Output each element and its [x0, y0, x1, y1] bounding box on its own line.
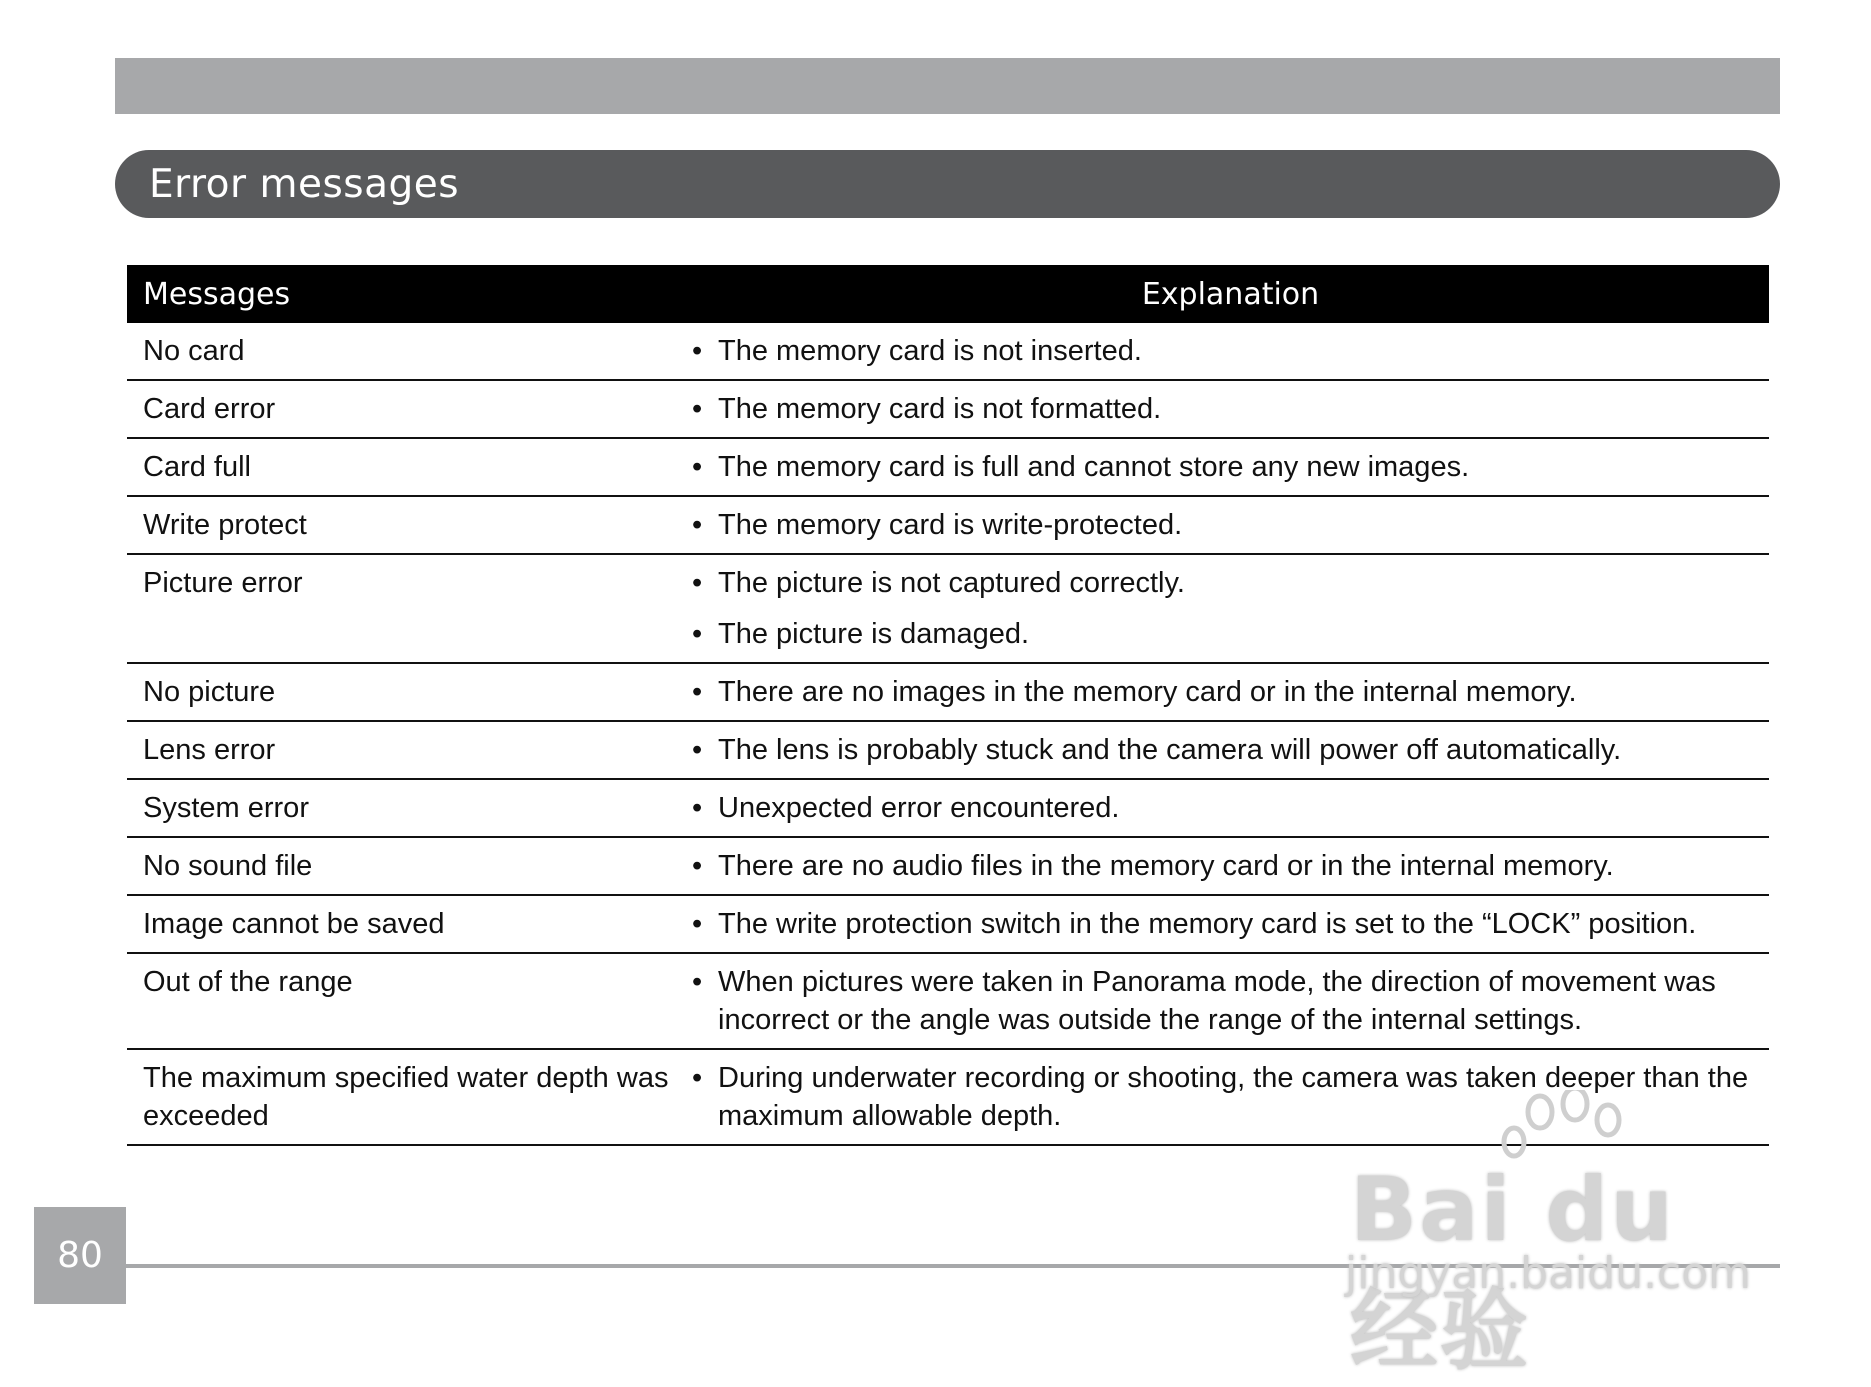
- header-messages: Messages: [127, 265, 692, 323]
- explanation-item: • There are no images in the memory card or in the internal memory.: [692, 673, 1757, 711]
- error-explanation: [692, 380, 1769, 438]
- table-row: [127, 323, 1769, 380]
- error-message: Out of the range: [127, 953, 692, 1049]
- error-message: No card: [127, 323, 692, 380]
- error-explanation: [692, 721, 1769, 779]
- table-row: [127, 438, 1769, 496]
- baidu-watermark: [1340, 1090, 1785, 1382]
- error-message: Write protect: [127, 496, 692, 554]
- explanation-list: [692, 963, 1757, 1039]
- section-title: Error messages: [149, 161, 460, 207]
- error-message: No picture: [127, 663, 692, 721]
- table-row: [127, 779, 1769, 837]
- table-body: [127, 323, 1769, 1145]
- explanation-list: [692, 332, 1757, 370]
- error-message: System error: [127, 779, 692, 837]
- table-row: [127, 953, 1769, 1049]
- section-title-bar: [115, 150, 1780, 218]
- explanation-item: • The memory card is not inserted.: [692, 332, 1757, 370]
- header-band: [115, 58, 1780, 114]
- explanation-item: • When pictures were taken in Panorama mode, the direction of movement was incorrect or the angle was outside the range of the internal settings.: [692, 963, 1757, 1039]
- error-message: Card full: [127, 438, 692, 496]
- error-explanation: [692, 323, 1769, 380]
- explanation-item: • Unexpected error encountered.: [692, 789, 1757, 827]
- table-header-row: [127, 265, 1769, 323]
- error-message: Lens error: [127, 721, 692, 779]
- header-explanation: Explanation: [692, 265, 1769, 323]
- table-row: [127, 554, 1769, 663]
- explanation-item: • The picture is damaged.: [692, 615, 1757, 653]
- explanation-list: [692, 905, 1757, 943]
- page-number: 80: [57, 1235, 103, 1276]
- explanation-list: [692, 448, 1757, 486]
- watermark-url: jingyan.baidu.com: [1345, 1248, 1752, 1299]
- table-row: [127, 837, 1769, 895]
- explanation-item: • The memory card is full and cannot store any new images.: [692, 448, 1757, 486]
- error-message: No sound file: [127, 837, 692, 895]
- page-number-box: [34, 1207, 126, 1304]
- error-explanation: [692, 496, 1769, 554]
- explanation-list: [692, 731, 1757, 769]
- error-message: Image cannot be saved: [127, 895, 692, 953]
- error-explanation: [692, 779, 1769, 837]
- error-explanation: [692, 663, 1769, 721]
- explanation-item: • The memory card is not formatted.: [692, 390, 1757, 428]
- explanation-item: • During underwater recording or shooting, the camera was taken deeper than the maximum allowable depth.: [692, 1059, 1757, 1135]
- table-row: [127, 663, 1769, 721]
- explanation-list: [692, 789, 1757, 827]
- error-explanation: [692, 554, 1769, 663]
- explanation-item: • The picture is not captured correctly.: [692, 564, 1757, 602]
- error-message: Picture error: [127, 554, 692, 663]
- table-row: [127, 380, 1769, 438]
- explanation-list: [692, 506, 1757, 544]
- error-messages-table: [127, 265, 1769, 1146]
- explanation-item: • The lens is probably stuck and the camera will power off automatically.: [692, 731, 1757, 769]
- error-explanation: [692, 837, 1769, 895]
- explanation-list: [692, 673, 1757, 711]
- watermark-logo: Bai du 经验: [1350, 1158, 1675, 1382]
- explanation-list: [692, 847, 1757, 885]
- explanation-list: [692, 390, 1757, 428]
- table-row: [127, 895, 1769, 953]
- table-row: [127, 721, 1769, 779]
- explanation-item: • The memory card is write-protected.: [692, 506, 1757, 544]
- error-message: Card error: [127, 380, 692, 438]
- error-explanation: [692, 895, 1769, 953]
- error-message: The maximum specified water depth was exceeded: [127, 1049, 692, 1145]
- error-explanation: [692, 953, 1769, 1049]
- explanation-list: [692, 564, 1757, 653]
- table-row: [127, 496, 1769, 554]
- explanation-item: • The write protection switch in the memory card is set to the “LOCK” position.: [692, 905, 1757, 943]
- error-explanation: [692, 438, 1769, 496]
- explanation-item: • There are no audio files in the memory card or in the internal memory.: [692, 847, 1757, 885]
